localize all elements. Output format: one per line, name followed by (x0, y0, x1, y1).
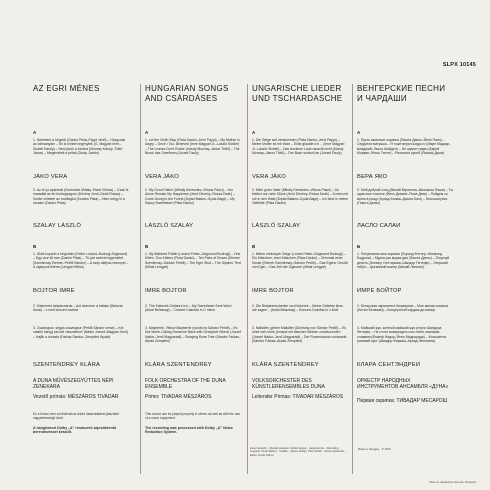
track-a1: 1.Let the Violin Stop (Pista Dankó–Jenő Pappi) – My Mother is Angry – Once I Too, Believed (Imre Magyari Jr.–László Sicidel) – The Leaves Don't Rustle (Károly Monvay–János Tüttő) – The Brook has Overflown (József Dsoly) (145, 138, 240, 156)
orchestra: FOLK ORCHESTRA OF THE DUNA ENSEMBLE (145, 378, 226, 390)
made-in-label: Made in Hungary · P 1976 (358, 447, 391, 451)
dolby-note: The recording was processed with Dolby „A” Noise Reduction System. (145, 426, 233, 434)
side-a-label: A (145, 130, 149, 135)
side-b-label: B (33, 244, 37, 249)
catalog-number: SLPX 10145 (442, 62, 476, 68)
performer-b2: KLÁRA SZENTENDREY (145, 362, 212, 368)
track-b3: 3.Mayberrie, Yellow Mayberrie (words by Sándor Petőfi) – It's Not Worth Calling Someone Back with Deceptive Words (József Nádor–Jenő Magyarádi) – Swaying Rose Tree (Sándor Farkas–Árpád Zempléni) (145, 326, 241, 344)
column-title: HUNGARIAN SONGS AND CSÁRDÁSES (145, 84, 229, 103)
performer-b2: КЛАРА СЕНТЭНДРЕИ (357, 362, 421, 368)
performer-b1: ИМРЕ БОЙТОР (357, 288, 402, 294)
track-a1: 1.Пусть замолчит скрипка (Пишта Данко–Йено Папп) – Сердится матушка – Я тоже верил когда-то (Имре Мадьяр-младший–Ласло Шайдел) – Не шумят травы (Карой Морван–Янош Тютте) – Разлился ручей (Йожеф Дшои) (357, 138, 451, 156)
track-a1: 1.Die Geige soll verstummen (Pista Dankó–Jenő Pappi) – Meine Mutter ist mir böse – Einst glaubte ich ... (Imre Magyari Jr.–László Sicidel) – Das trockene Laub rauscht nicht (Károly Monvay–János Tüttő) – Der Bach schwoll an (József Dsoly) (252, 138, 345, 156)
track-a2: 2.Mein guter Vater (Mihály Keresztes–Vilmos Pászi) – Du bleibst nur mein Glück (Jenő Dévény–Rózsa Deák) – Komm mit mir in den Wald (Árpád Balázs–Gyula Bagó) – Ich fand in meine Geliebte (Pista Dankó) (252, 188, 348, 206)
performer-b1: IMRE BOJTOR (252, 288, 294, 294)
side-b-label: B (145, 244, 149, 249)
performer-a2: ЛАСЛО САЛАИ (357, 223, 401, 229)
performer-b1: IMRE BOJTOR (145, 288, 187, 294)
dolby-note: A hanglemezt Dolby „A” rendszerű zajcsökkentő berendezéssel készült. (33, 426, 117, 434)
column-hungarian (33, 84, 129, 474)
track-a2: 2.My Good Father (Mihály Keresztes–Vilmos Pászi) – You Alone Remain My Happiness (Jenő Dévény–Rózsa Deák) – Come Along to the Forest (Árpád Balázs–Gyula Bagó) – My Saucy Sweetheart (Pista Dankó) (145, 188, 235, 206)
column-divider (247, 84, 248, 474)
conductor: Primo: TIVADAR MÉSZÁROS (145, 394, 212, 400)
side-a-label: А (357, 130, 361, 135)
track-a2: 2.Мой добрый отец (Михай Керестеш–Вильмош Паши) – Ты одна мое счастье (Йено Деване–Рожа Деак) – Пойдем со мною в рощу (Арпад Балаж–Дьюла Баго) – Моя шалунья (Пишта Данко) (357, 188, 454, 206)
side-a-label: A (252, 130, 256, 135)
performer-a2: LÁSZLÓ SZALAY (145, 223, 194, 229)
orchestra: ОРКЕСТР НАРОДНЫХ ИНСТРУМЕНТОВ АНСАМБЛЯ «ДУНА» (357, 378, 449, 390)
track-b1: 1.Útótt-koportó a hegedűm (Fetter Lóránd–Bodrogi Zsigmond) – Egy vice kit vice (Dankó Pista) – Tü pár szétvet egyenként (Szentirmay Elemér–Petőfi Sándor) – A szép alléj/az mennyei – A cigányok létene (Lengyel Mihai) (33, 252, 129, 270)
column-title: UNGARISCHE LIEDER UND TSCHARDASCHE (252, 84, 343, 103)
performer-b2: KLÁRA SZENTENDREY (252, 362, 319, 368)
column-title: AZ EGRI MÉNES (33, 84, 100, 93)
column-title: ВЕНГЕРСКИЕ ПЕСНИ И ЧАРДАШИ (357, 84, 446, 103)
track-b2: 2.Kiskeretet betyárcsárda – Azt üzenmre a babám (Belavar Antal) – c-moll koncert csárda (33, 304, 123, 313)
track-a2: 2.Az én jó apámnál (Keresztes Mihály–Pászi Vilmos) – Csak te maradtál az én boldogságom (Dévény Jenő–Deák Rossa) – Szeke veletem az ecsillagtól (Kovács Pista) – Nem megy ki a rózsám (Dankó Pista) (33, 188, 129, 206)
performer-a2: LÁSZLÓ SZALAY (252, 223, 301, 229)
column-divider (352, 84, 353, 474)
side-a-label: A (33, 130, 37, 135)
printer-note: Offset és Játékkártya Nyomda, Budapest (428, 481, 476, 484)
conductor: Vezető prímás: MÉSZÁROS TIVADAR (33, 394, 119, 400)
performer-a1: ВЕРА ЯКО (357, 174, 388, 180)
column-russian (357, 84, 453, 474)
conductor: Leitender Primas: TIVADAR MÉSZÁROS (252, 394, 344, 400)
track-b3: 3.Майский жук, желтый майский жук (стихи Шандора Петефи) – Не стоит возвращать кого-либо ложными словами (Йожеф Надор–Йено Мадьяради) – Колышется розовый куст (Шандор Фаркаш–Арпад Земплени) (357, 326, 447, 344)
performer-b2: SZENTENDREY KLÁRA (33, 362, 101, 368)
track-b1: 1.Потрепаная моя скрипка (Лоранд Фэттер–Жигмонд Бодроги) – Мурка раз мурка два (Пишта Данко) – Поцелуй десять (Элемер Сентирмаи–Шандор Петефи) – Эгерский табун – Цыганский шатер (Михай Ленгьел) (357, 252, 450, 270)
performer-a1: JÁKO VERA (33, 174, 68, 180)
track-b2: 2.The Kiskerek Outlaw's Inn – My Sweetheart Sent Word (Antal Belazsay) – Concert Csárdás in C minor (145, 304, 232, 313)
side-b-label: B (252, 244, 256, 249)
performer-a1: VERA JÁKO (252, 174, 287, 180)
track-b3: 3.Csavlogsúr, sirgya csavlogsúr (Petőfi Sándor verse) – Kér valahit hanyg szívvel visszaelemi (Nádor József–Magyari Jenő) – Hajlik a rózsafa (Farkas Sándor–Zempléni Árpád) (33, 326, 129, 339)
track-a1: 1.Nekiment a hegedű (Dankó Pista–Pappi Jenő) – Húzgcsák az ódesanyám – Én is hiriben legénylek (G. Magyari Imre–Sicidel Károly) – Nem járok a fonóba (Monvay Károly–Tüttő János) – Megénekelt a pétak (Dsoly Józsfo) (33, 138, 126, 156)
conductor: Первая скрипка: ТИВАДАР МЕСАРОШ (357, 398, 448, 404)
production-credits: Zenei rendező – Musical producer: Zoltán Hegyei · Hangmérnök – Recording engineer: István Belinyi · Grafika – Sleeve design: Tibor Szabó · Zenei szerkesztő – Editor: Gyula Szőnyi (250, 447, 347, 457)
note-small: Ez a lemez nem színháfonikus leírás használatával játszható nagysebességű tűvel. (33, 412, 119, 420)
orchestra: VOLKSORCHESTER DES KÜNSTLERENSEMBLES DUNA (252, 378, 325, 390)
performer-a2: SZALAY LÁSZLÓ (33, 223, 82, 229)
note-small: This record can be played properly in stereo as well as with the use of a mono equipment. (145, 412, 240, 420)
track-b3: 3.Maikäfer, gelber Maikäfer (Dichtung von Sándor Petőfi) – Es lohnt sich nicht, jemand mit falschen Worten zurückzurufen (József Nádor–Jenő Magyarádi) – Der Rosenstrauch schwankt (Sándor Farkas–Árpád Zempléni) (252, 326, 347, 344)
orchestra: A DUNA MŰVÉSZEGYÜTTES NÉPI ZENEKARA (33, 378, 114, 390)
column-english (145, 84, 241, 474)
track-b1: 1.Meine zerlumpte Geige (Lóránt Fetter–Zsigmond Bodrogi) – Ein Kätzchen, zwei Kätzchen (Pista Dankó) – Zehnmal zehn Küsse (Elemér Szentirmay–Sándor Petőfi) – Das Egerer Gestüt von Eger – Das Zelt der Zigeuner (Mihai Lengyel) (252, 252, 348, 270)
track-b2: 2.Бетярская харчевня в Кишкереке – Мое милая сказала (Антал Белажаи) – Концертный чардаш до-минор (357, 304, 449, 313)
side-b-label: Б (357, 244, 361, 249)
track-b1: 1.My Battered Fiddle (Lóránd Fetter–Zsigmond Bodrogi) – One Kitten, Two Kittens (Pista Dankó) – Ten Pairs of Kisses (Elemér Szentirmay–Sándor Petőfi) – The Eger Stud – The Gipsies' Tent (Mihai Lengyel) (145, 252, 241, 270)
performer-a1: VERA JÁKO (145, 174, 180, 180)
column-german (252, 84, 348, 474)
track-b2: 2.Die Betyárenschenke von Kiskerek – Meine Geliebte liess mir sagen... (Antal Belazsay) – Konzert-Csárdás in c-Moll (252, 304, 343, 313)
performer-b1: BOJTOR IMRE (33, 288, 75, 294)
column-divider (140, 84, 141, 474)
